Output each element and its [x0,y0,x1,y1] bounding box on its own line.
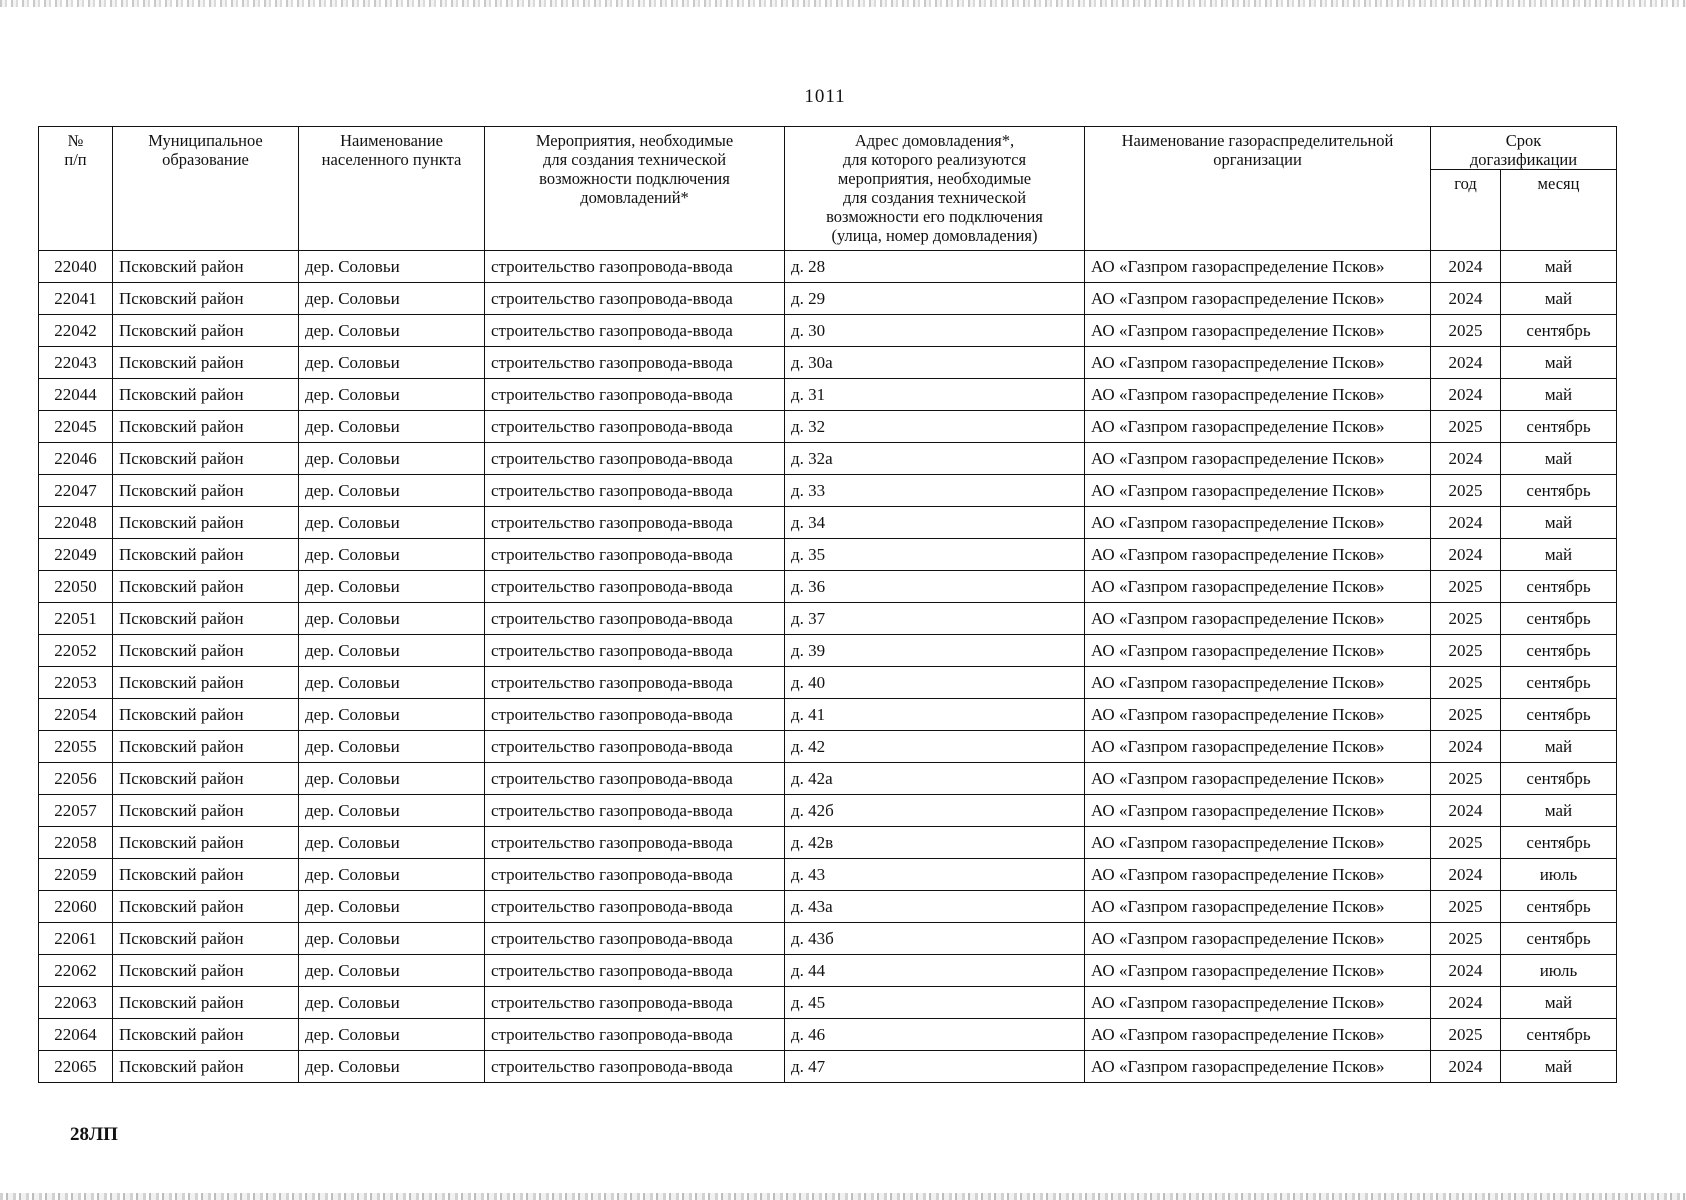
table-row [39,827,1617,859]
cell-municipality: Псковский район [113,635,299,667]
cell-month: май [1501,539,1617,571]
cell-organization: АО «Газпром газораспределение Псков» [1085,411,1431,443]
cell-settlement: дер. Соловьи [299,1019,485,1051]
cell-address: д. 29 [785,283,1085,315]
cell-measures: строительство газопровода-ввода [485,283,785,315]
cell-month: сентябрь [1501,827,1617,859]
cell-measures: строительство газопровода-ввода [485,315,785,347]
cell-municipality: Псковский район [113,347,299,379]
cell-address: д. 33 [785,475,1085,507]
footer-code: 28ЛП [70,1124,118,1145]
cell-num: 22052 [39,635,113,667]
cell-municipality: Псковский район [113,827,299,859]
cell-municipality: Псковский район [113,1051,299,1083]
cell-year: 2024 [1431,539,1501,571]
cell-month: май [1501,507,1617,539]
cell-year: 2025 [1431,763,1501,795]
cell-organization: АО «Газпром газораспределение Псков» [1085,731,1431,763]
cell-organization: АО «Газпром газораспределение Псков» [1085,443,1431,475]
header-measures-label: Мероприятия, необходимые для создания технической возможности подключения домовладений* [535,131,734,207]
cell-municipality: Псковский район [113,699,299,731]
cell-year: 2024 [1431,379,1501,411]
cell-num: 22047 [39,475,113,507]
cell-organization: АО «Газпром газораспределение Псков» [1085,507,1431,539]
cell-organization: АО «Газпром газораспределение Псков» [1085,987,1431,1019]
cell-settlement: дер. Соловьи [299,699,485,731]
cell-year: 2025 [1431,475,1501,507]
cell-address: д. 42 [785,731,1085,763]
cell-num: 22062 [39,955,113,987]
cell-measures: строительство газопровода-ввода [485,571,785,603]
header-num-label: № п/п [64,131,87,169]
cell-month: сентябрь [1501,475,1617,507]
cell-month: май [1501,443,1617,475]
header-municipality [113,127,299,251]
cell-address: д. 42а [785,763,1085,795]
cell-month: сентябрь [1501,763,1617,795]
cell-month: май [1501,1051,1617,1083]
cell-municipality: Псковский район [113,731,299,763]
cell-address: д. 30а [785,347,1085,379]
cell-measures: строительство газопровода-ввода [485,827,785,859]
cell-settlement: дер. Соловьи [299,475,485,507]
cell-settlement: дер. Соловьи [299,507,485,539]
cell-address: д. 37 [785,603,1085,635]
cell-municipality: Псковский район [113,571,299,603]
cell-address: д. 40 [785,667,1085,699]
cell-num: 22056 [39,763,113,795]
cell-num: 22041 [39,283,113,315]
table-row [39,475,1617,507]
cell-municipality: Псковский район [113,251,299,283]
header-num [39,127,113,251]
cell-organization: АО «Газпром газораспределение Псков» [1085,1051,1431,1083]
cell-month: июль [1501,955,1617,987]
cell-settlement: дер. Соловьи [299,283,485,315]
cell-month: сентябрь [1501,635,1617,667]
cell-settlement: дер. Соловьи [299,987,485,1019]
cell-num: 22060 [39,891,113,923]
cell-settlement: дер. Соловьи [299,1051,485,1083]
cell-municipality: Псковский район [113,379,299,411]
table-row [39,955,1617,987]
cell-measures: строительство газопровода-ввода [485,667,785,699]
table-row [39,923,1617,955]
cell-organization: АО «Газпром газораспределение Псков» [1085,283,1431,315]
cell-municipality: Псковский район [113,923,299,955]
table-row [39,603,1617,635]
header-organization-label: Наименование газораспределительной организации [1121,131,1394,169]
cell-settlement: дер. Соловьи [299,731,485,763]
cell-municipality: Псковский район [113,795,299,827]
cell-year: 2025 [1431,699,1501,731]
cell-measures: строительство газопровода-ввода [485,347,785,379]
cell-organization: АО «Газпром газораспределение Псков» [1085,859,1431,891]
cell-year: 2025 [1431,411,1501,443]
cell-num: 22051 [39,603,113,635]
cell-month: май [1501,251,1617,283]
cell-num: 22043 [39,347,113,379]
cell-month: май [1501,987,1617,1019]
cell-num: 22059 [39,859,113,891]
table-row [39,1051,1617,1083]
cell-municipality: Псковский район [113,507,299,539]
cell-municipality: Псковский район [113,955,299,987]
cell-settlement: дер. Соловьи [299,763,485,795]
cell-settlement: дер. Соловьи [299,603,485,635]
cell-settlement: дер. Соловьи [299,539,485,571]
cell-month: июль [1501,859,1617,891]
table-row [39,859,1617,891]
cell-year: 2025 [1431,923,1501,955]
table-row [39,571,1617,603]
cell-measures: строительство газопровода-ввода [485,763,785,795]
cell-municipality: Псковский район [113,315,299,347]
cell-measures: строительство газопровода-ввода [485,411,785,443]
cell-municipality: Псковский район [113,859,299,891]
cell-month: май [1501,795,1617,827]
scan-edge-top [0,0,1686,7]
cell-measures: строительство газопровода-ввода [485,891,785,923]
cell-measures: строительство газопровода-ввода [485,635,785,667]
header-address [785,127,1085,251]
table-body [39,251,1617,1083]
cell-year: 2025 [1431,1019,1501,1051]
header-address-label: Адрес домовладения*, для которого реализуются мероприятия, необходимые для создания технической возможности его подключения (улица, номер домовладения) [826,131,1043,245]
header-organization [1085,127,1431,251]
cell-settlement: дер. Соловьи [299,795,485,827]
cell-address: д. 44 [785,955,1085,987]
cell-settlement: дер. Соловьи [299,859,485,891]
cell-measures: строительство газопровода-ввода [485,539,785,571]
cell-month: сентябрь [1501,923,1617,955]
header-settlement [299,127,485,251]
cell-year: 2025 [1431,571,1501,603]
cell-measures: строительство газопровода-ввода [485,475,785,507]
cell-num: 22049 [39,539,113,571]
table-row [39,411,1617,443]
cell-address: д. 47 [785,1051,1085,1083]
cell-settlement: дер. Соловьи [299,315,485,347]
cell-month: сентябрь [1501,1019,1617,1051]
cell-year: 2025 [1431,603,1501,635]
cell-address: д. 28 [785,251,1085,283]
cell-address: д. 35 [785,539,1085,571]
cell-year: 2024 [1431,443,1501,475]
cell-organization: АО «Газпром газораспределение Псков» [1085,955,1431,987]
cell-measures: строительство газопровода-ввода [485,507,785,539]
cell-organization: АО «Газпром газораспределение Псков» [1085,603,1431,635]
cell-municipality: Псковский район [113,603,299,635]
cell-month: сентябрь [1501,603,1617,635]
table-row [39,667,1617,699]
cell-organization: АО «Газпром газораспределение Псков» [1085,347,1431,379]
cell-year: 2025 [1431,667,1501,699]
cell-num: 22040 [39,251,113,283]
cell-measures: строительство газопровода-ввода [485,731,785,763]
cell-address: д. 41 [785,699,1085,731]
cell-municipality: Псковский район [113,987,299,1019]
scan-edge-bottom [0,1193,1686,1200]
cell-measures: строительство газопровода-ввода [485,603,785,635]
table-row [39,347,1617,379]
cell-year: 2024 [1431,795,1501,827]
cell-year: 2024 [1431,347,1501,379]
cell-address: д. 43б [785,923,1085,955]
table-header [39,127,1617,251]
cell-municipality: Псковский район [113,539,299,571]
cell-organization: АО «Газпром газораспределение Псков» [1085,1019,1431,1051]
cell-year: 2025 [1431,891,1501,923]
cell-settlement: дер. Соловьи [299,411,485,443]
table-row [39,699,1617,731]
cell-measures: строительство газопровода-ввода [485,379,785,411]
header-year [1431,170,1501,251]
cell-num: 22057 [39,795,113,827]
table-row [39,251,1617,283]
table-row [39,1019,1617,1051]
cell-num: 22061 [39,923,113,955]
cell-month: сентябрь [1501,667,1617,699]
table-row [39,283,1617,315]
cell-settlement: дер. Соловьи [299,571,485,603]
cell-measures: строительство газопровода-ввода [485,955,785,987]
cell-num: 22045 [39,411,113,443]
cell-month: май [1501,731,1617,763]
cell-month: сентябрь [1501,699,1617,731]
cell-organization: АО «Газпром газораспределение Псков» [1085,315,1431,347]
table-row [39,891,1617,923]
table-row [39,763,1617,795]
header-year-label: год [1454,174,1477,193]
table-row [39,315,1617,347]
header-settlement-label: Наименование населенного пункта [321,131,462,169]
table-row [39,731,1617,763]
cell-num: 22055 [39,731,113,763]
cell-measures: строительство газопровода-ввода [485,795,785,827]
cell-num: 22064 [39,1019,113,1051]
cell-settlement: дер. Соловьи [299,347,485,379]
cell-organization: АО «Газпром газораспределение Псков» [1085,571,1431,603]
cell-address: д. 43 [785,859,1085,891]
cell-organization: АО «Газпром газораспределение Псков» [1085,763,1431,795]
cell-num: 22065 [39,1051,113,1083]
cell-year: 2025 [1431,827,1501,859]
cell-address: д. 45 [785,987,1085,1019]
cell-settlement: дер. Соловьи [299,891,485,923]
cell-month: май [1501,283,1617,315]
table-row [39,987,1617,1019]
cell-year: 2024 [1431,283,1501,315]
cell-year: 2024 [1431,251,1501,283]
cell-month: май [1501,379,1617,411]
cell-settlement: дер. Соловьи [299,923,485,955]
cell-municipality: Псковский район [113,283,299,315]
cell-address: д. 30 [785,315,1085,347]
cell-year: 2025 [1431,635,1501,667]
cell-municipality: Псковский район [113,1019,299,1051]
cell-measures: строительство газопровода-ввода [485,1019,785,1051]
cell-address: д. 42б [785,795,1085,827]
header-row [39,127,1617,170]
cell-num: 22058 [39,827,113,859]
header-deadline [1431,127,1617,170]
cell-month: сентябрь [1501,891,1617,923]
cell-measures: строительство газопровода-ввода [485,923,785,955]
cell-organization: АО «Газпром газораспределение Псков» [1085,795,1431,827]
cell-municipality: Псковский район [113,411,299,443]
cell-municipality: Псковский район [113,443,299,475]
cell-settlement: дер. Соловьи [299,667,485,699]
cell-municipality: Псковский район [113,475,299,507]
cell-address: д. 42в [785,827,1085,859]
cell-num: 22044 [39,379,113,411]
header-month [1501,170,1617,251]
cell-organization: АО «Газпром газораспределение Псков» [1085,891,1431,923]
cell-organization: АО «Газпром газораспределение Псков» [1085,475,1431,507]
cell-address: д. 46 [785,1019,1085,1051]
cell-settlement: дер. Соловьи [299,955,485,987]
cell-municipality: Псковский район [113,667,299,699]
table-row [39,379,1617,411]
cell-address: д. 39 [785,635,1085,667]
cell-measures: строительство газопровода-ввода [485,987,785,1019]
cell-organization: АО «Газпром газораспределение Псков» [1085,539,1431,571]
cell-organization: АО «Газпром газораспределение Псков» [1085,923,1431,955]
cell-month: сентябрь [1501,571,1617,603]
cell-address: д. 32 [785,411,1085,443]
cell-year: 2024 [1431,955,1501,987]
cell-month: сентябрь [1501,315,1617,347]
table-row [39,795,1617,827]
cell-address: д. 34 [785,507,1085,539]
cell-municipality: Псковский район [113,763,299,795]
cell-settlement: дер. Соловьи [299,635,485,667]
header-municipality-label: Муниципальное образование [148,131,263,169]
cell-settlement: дер. Соловьи [299,443,485,475]
table-row [39,539,1617,571]
cell-address: д. 32а [785,443,1085,475]
table-row [39,635,1617,667]
cell-settlement: дер. Соловьи [299,251,485,283]
cell-num: 22046 [39,443,113,475]
header-deadline-label: Срок догазификации [1469,131,1578,169]
page-number: 1011 [804,86,846,107]
cell-address: д. 36 [785,571,1085,603]
cell-organization: АО «Газпром газораспределение Псков» [1085,379,1431,411]
cell-organization: АО «Газпром газораспределение Псков» [1085,635,1431,667]
header-month-label: месяц [1537,174,1580,193]
cell-year: 2025 [1431,315,1501,347]
cell-measures: строительство газопровода-ввода [485,699,785,731]
cell-month: май [1501,347,1617,379]
cell-settlement: дер. Соловьи [299,827,485,859]
cell-year: 2024 [1431,507,1501,539]
cell-year: 2024 [1431,731,1501,763]
cell-organization: АО «Газпром газораспределение Псков» [1085,251,1431,283]
table-row [39,507,1617,539]
cell-municipality: Псковский район [113,891,299,923]
cell-address: д. 43а [785,891,1085,923]
cell-address: д. 31 [785,379,1085,411]
cell-num: 22042 [39,315,113,347]
cell-num: 22048 [39,507,113,539]
cell-measures: строительство газопровода-ввода [485,443,785,475]
cell-year: 2024 [1431,859,1501,891]
cell-year: 2024 [1431,987,1501,1019]
table-row [39,443,1617,475]
cell-organization: АО «Газпром газораспределение Псков» [1085,667,1431,699]
cell-num: 22053 [39,667,113,699]
cell-settlement: дер. Соловьи [299,379,485,411]
cell-measures: строительство газопровода-ввода [485,251,785,283]
cell-num: 22063 [39,987,113,1019]
cell-organization: АО «Газпром газораспределение Псков» [1085,699,1431,731]
cell-num: 22050 [39,571,113,603]
cell-organization: АО «Газпром газораспределение Псков» [1085,827,1431,859]
gasification-table [38,126,1617,1083]
cell-year: 2024 [1431,1051,1501,1083]
header-measures [485,127,785,251]
cell-num: 22054 [39,699,113,731]
cell-month: сентябрь [1501,411,1617,443]
cell-measures: строительство газопровода-ввода [485,859,785,891]
cell-measures: строительство газопровода-ввода [485,1051,785,1083]
